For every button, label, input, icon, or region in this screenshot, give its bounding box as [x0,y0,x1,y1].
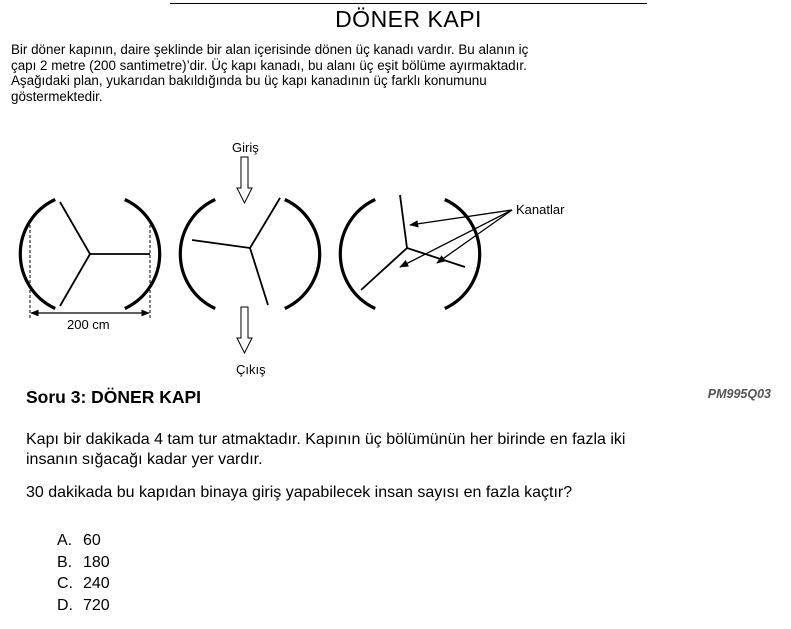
exit-arrow [237,307,252,353]
question-title: Soru 3: DÖNER KAPI [26,387,202,407]
wings-label: Kanatlar [516,202,565,217]
option-d[interactable] [57,595,110,617]
option-letter: C. [57,575,73,592]
option-a[interactable] [57,530,110,552]
entrance-arrow [237,157,252,203]
door3-left-wall [340,200,375,309]
option-value: 240 [83,575,110,592]
intro-line: göstermektedir. [11,88,103,104]
intro-line: çapı 2 metre (200 santimetre)’dir. Üç kapı kanadı, bu alanı üç eşit bölüme ayırmaktadır. [11,57,527,73]
door3-wing [407,248,465,267]
option-letter: D. [57,596,73,614]
door1-wing [60,254,90,306]
header-rule [170,3,647,4]
option-value: 60 [83,532,101,549]
door2-wing [192,240,250,248]
option-value: 720 [83,596,110,614]
option-letter: A. [57,532,73,549]
question-body [26,430,756,516]
wing-pointer-arrow [437,210,512,263]
door2-left-wall [180,200,215,309]
door2-right-wall [285,200,320,309]
page-title: DÖNER KAPI [335,6,482,32]
door1-wing [60,202,90,254]
door-position-3 [340,195,512,309]
intro-text [11,42,651,104]
question-paragraph-2: 30 dakikada bu kapıdan binaya giriş yapabilecek insan sayısı en fazla kaçtır? [26,484,573,501]
question-code: PM995Q03 [707,387,771,401]
door-position-1 [20,200,159,319]
exit-label: Çıkış [236,362,266,377]
door-plan-svg [0,130,600,380]
door3-wing [361,248,407,290]
door2-wing [250,198,280,248]
question-line: insanın sığacağı kadar yer vardır. [26,451,263,468]
entrance-label: Giriş [232,140,259,155]
intro-line: Aşağıdaki plan, yukarıdan bakıldığında bu üç kapı kanadının üç farklı konumunu [11,73,487,88]
option-c[interactable] [57,573,110,595]
door1-left-wall [20,200,55,309]
question-paragraph-1 [26,430,756,470]
revolving-door-diagram [0,130,600,380]
option-letter: B. [57,553,73,571]
question-line: Kapı bir dakikada 4 tam tur atmaktadır. Kapının üç bölümünün her birinde en fazla iki [26,431,626,448]
option-value: 180 [83,553,110,571]
answer-options [57,530,110,616]
door-position-2 [180,157,319,353]
diameter-label: 200 cm [67,317,110,332]
door2-wing [250,248,268,305]
intro-line: Bir döner kapının, daire şeklinde bir alan içerisinde dönen üç kanadı vardır. Bu alanın iç [11,42,529,57]
option-b[interactable] [57,552,110,574]
door3-wing [400,195,407,248]
